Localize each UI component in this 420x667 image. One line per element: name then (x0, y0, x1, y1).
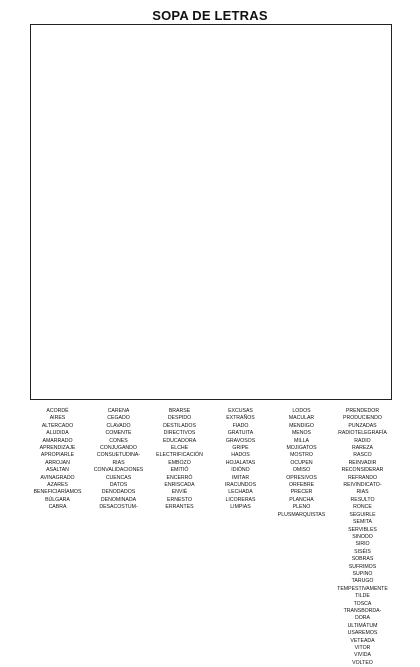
word-item: ALTERCADO (41, 422, 74, 429)
word-column-3 (150, 408, 209, 667)
word-item: HADOS (231, 452, 250, 459)
word-item: LICORERAS (225, 496, 256, 503)
word-item: USAREMOS (347, 630, 378, 637)
word-item: BÚLGARA (45, 496, 70, 503)
word-item: VETEADA (350, 637, 375, 644)
word-item: OMISO (292, 467, 311, 474)
word-item: TARUGO (351, 578, 374, 585)
word-item: VITOR (354, 645, 371, 651)
word-item: EXCUSAS (228, 408, 253, 414)
word-column-1 (28, 408, 87, 667)
word-item: MACULAR (288, 415, 315, 422)
word-item: CARENA (107, 408, 130, 414)
word-item: CEGADO (107, 415, 130, 422)
word-item: AZARES (47, 482, 68, 489)
word-item: COMENTE (105, 430, 132, 437)
word-item: ARROJAN (45, 459, 70, 466)
word-item: SINODO (352, 533, 373, 540)
word-item: ENCERRÓ (166, 474, 193, 481)
word-item: TOSCA (353, 600, 372, 607)
word-item: REIVINDICATO- (343, 482, 382, 489)
word-item: OCUPEN (290, 459, 313, 466)
word-item: MOSTRO (290, 452, 313, 459)
word-item: ENRISCADA (164, 482, 195, 489)
word-item: HOJALATAS (225, 459, 256, 466)
word-item: SOBRAS (351, 556, 374, 563)
word-item: IRACUNDOS (224, 482, 257, 489)
word-item: GRATUITA (227, 430, 254, 437)
word-item: SEMITA (353, 519, 372, 526)
word-column-6 (333, 408, 392, 667)
word-item: FIADO (232, 422, 249, 429)
letter-grid[interactable] (30, 24, 392, 400)
word-item: REFRANDO (347, 474, 378, 481)
word-item: ORFEBRE (288, 482, 315, 489)
word-item: CONES (109, 437, 128, 444)
word-item: SEGUIRLE (349, 511, 376, 518)
word-item: EDUCADORA (162, 437, 197, 444)
word-item: LIMPIAS (230, 504, 251, 511)
word-item: DESTILADOS (163, 422, 196, 429)
word-item: VOLTEO (352, 659, 373, 666)
word-item: OPRESIVOS (286, 474, 317, 481)
word-item: AIRES (49, 415, 66, 422)
word-item: ENVIÉ (171, 489, 188, 496)
word-item: RESULTO (350, 496, 375, 503)
word-item: DESPIDO (167, 415, 192, 422)
word-item: PLANCHA (289, 496, 314, 503)
word-item: BRARSE (168, 408, 191, 414)
word-item: LODOS (292, 408, 311, 414)
word-item: RECONSIDERAR (341, 467, 384, 474)
word-item: TRANSBORDA- (343, 607, 382, 614)
word-item: GRIPE (232, 445, 249, 452)
page-title: SOPA DE LETRAS (152, 8, 268, 23)
word-list (28, 408, 392, 666)
word-item: ASALTAN (46, 467, 69, 474)
word-item: SIRIO (355, 541, 370, 548)
word-column-2 (89, 408, 148, 667)
word-item: SUFRIMOS (348, 563, 377, 570)
word-item: RASCO (353, 452, 372, 459)
word-item: RIAS (356, 489, 369, 496)
word-item: ERRANTES (165, 504, 194, 511)
word-item: SERVIBLES (348, 526, 377, 533)
word-item: EXTRAÑOS (226, 415, 255, 422)
word-item: EMITIÓ (170, 467, 189, 474)
word-item: DENODADOS (101, 489, 136, 496)
word-item: RADIOTELEGRAFÍA (338, 430, 387, 437)
word-item: MOJIGATOS (286, 445, 317, 452)
word-item: DIRECTIVOS (163, 430, 196, 437)
word-item: VIVIDA (353, 652, 371, 659)
word-item: ERNESTO (167, 496, 192, 503)
word-item: BENEFICIARÍAMOS (33, 489, 82, 496)
word-item: CONVALIDACIONES (93, 467, 144, 474)
word-item: AVINAGRADO (40, 474, 75, 481)
word-item: CLAVADO (106, 422, 131, 429)
word-item: TILDE (355, 593, 370, 600)
word-item: ELECTRIFICACIÓN (156, 452, 203, 459)
word-item: CONSUETUDINA- (96, 452, 141, 459)
word-item: EMBOZO (168, 459, 191, 466)
word-item: ACORDÉ (46, 408, 69, 414)
word-item: MILLA (294, 437, 309, 444)
word-item: DATOS (109, 482, 128, 489)
word-item: PUNZADAS (348, 422, 377, 429)
word-item: PLENO (292, 504, 311, 511)
word-item: TEMPESTIVAMENTE (337, 585, 388, 592)
word-item: APRENDIZAJE (39, 445, 76, 452)
word-item: GRAVOSOS (225, 437, 256, 444)
word-item: IDIÓNO (231, 467, 250, 474)
word-item: RONCE (353, 504, 372, 511)
word-item: PRODUCIENDO (343, 415, 382, 422)
word-item: SISÉIS (354, 548, 371, 555)
word-item: SUPINO (352, 570, 373, 577)
word-item: CABRA (48, 504, 67, 511)
word-item: CONJUGANDO (100, 445, 137, 452)
word-item: APROPIARLE (40, 452, 75, 459)
word-column-5 (272, 408, 331, 667)
word-item: REINVADIR (348, 459, 377, 466)
word-item: ELCHE (170, 445, 189, 452)
word-item: RIAS (112, 459, 125, 466)
word-item: PRENDEDOR (345, 408, 380, 414)
word-item: MENOS (291, 430, 312, 437)
word-item: RADIO (354, 437, 371, 444)
word-item: AMARRADO (42, 437, 73, 444)
word-item: DENOMINADA (100, 496, 137, 503)
word-item: DORA (355, 615, 370, 622)
word-item: LECHADA (228, 489, 253, 496)
word-item: DESACOSTUM- (99, 504, 138, 511)
word-item: PLUSMARQUISTAS (277, 511, 326, 518)
word-item: CUENCAS (105, 474, 132, 481)
word-item: RAREZA (351, 445, 374, 452)
word-item: IMITAR (231, 474, 250, 481)
word-item: ULTIMÁTUM (347, 622, 378, 629)
word-item: PRECER (290, 489, 313, 496)
word-item: MENDIGO (289, 422, 314, 429)
word-item: ALUDIDA (46, 430, 69, 437)
word-column-4 (211, 408, 270, 667)
